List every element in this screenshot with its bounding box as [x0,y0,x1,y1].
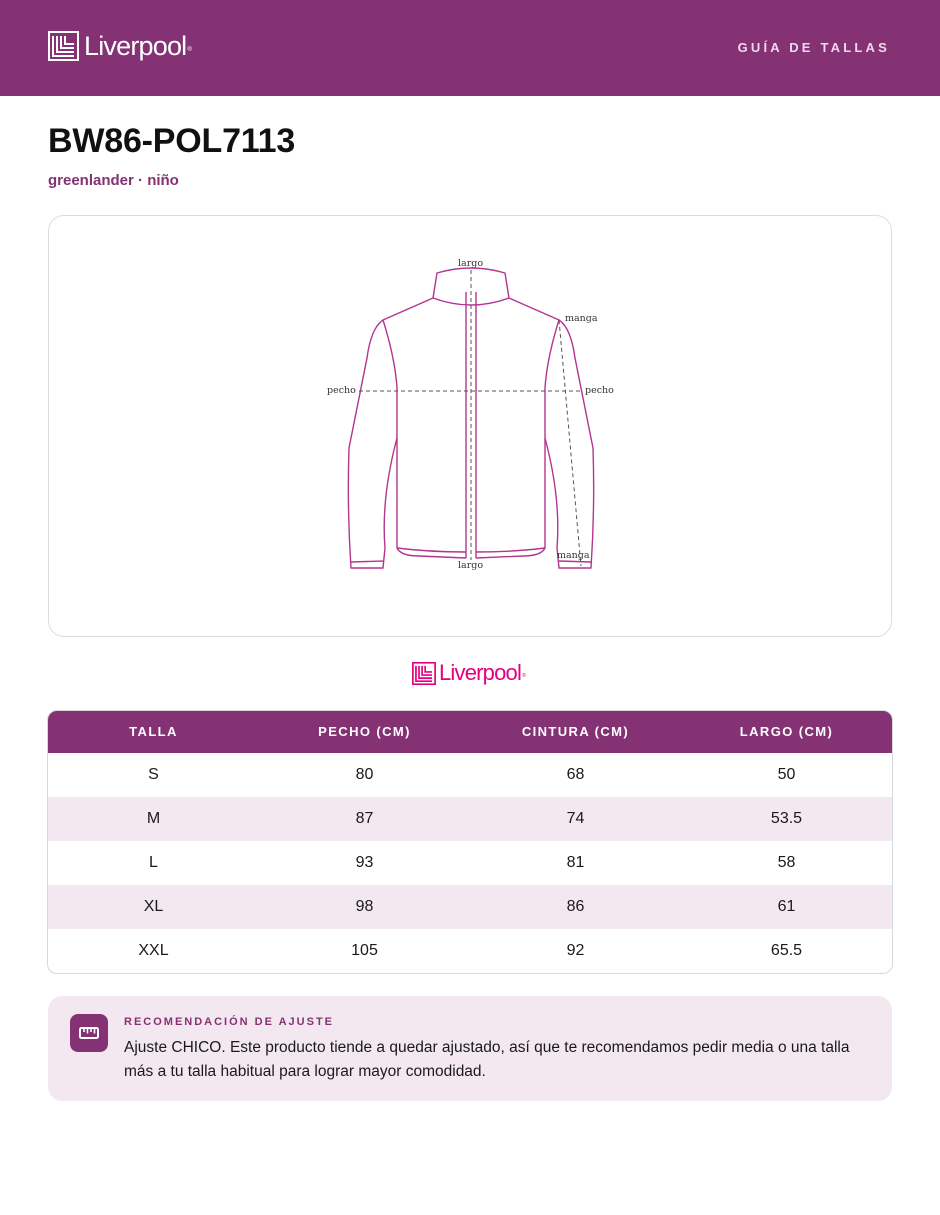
table-header-row [48,711,892,753]
brand-name: Liverpool [84,31,187,61]
secondary-brand-logo [412,659,526,687]
largo-cell: 53.5 [770,810,803,827]
fit-text: Ajuste CHICO. Este producto tiende a quedar ajustado, así que te recomendamos pedir media o una talla más a tu talla habitual para lograr mayor comodidad. [124,1039,850,1080]
pecho-right-label: pecho [585,385,614,396]
measure-lines [359,270,583,566]
pecho-left-label: pecho [327,385,356,396]
product-subtitle: greenlander · niño [48,172,179,189]
product-code: BW86-POL7113 [48,122,296,160]
secondary-registered-mark: ® [522,673,526,679]
largo-cell: 50 [777,766,796,783]
talla-cell: XL [143,898,164,915]
cintura-cell: 92 [566,942,585,959]
fit-title: RECOMENDACIÓN DE AJUSTE [124,1016,334,1028]
header-largo: LARGO (CM) [739,724,834,739]
header-cintura: CINTURA (CM) [521,724,630,739]
talla-cell: S [148,766,159,783]
pecho-cell: 80 [355,766,374,783]
talla-cell: XXL [138,942,169,959]
manga-top-label: manga [565,313,598,324]
pecho-cell: 93 [355,854,374,871]
registered-mark: ® [187,47,192,53]
largo-top-label: largo [458,258,484,269]
largo-bottom-label: largo [458,560,484,571]
header-pecho: PECHO (CM) [318,724,411,739]
liverpool-logo-icon [48,31,79,61]
brand-logo[interactable] [48,30,192,62]
secondary-brand-name: Liverpool [439,660,522,685]
ruler-icon [70,1014,108,1052]
table-row [48,797,892,841]
size-guide-label: GUÍA DE TALLAS [737,40,890,55]
size-table [47,710,893,974]
cintura-cell: 74 [566,810,585,827]
header-bar [0,0,940,96]
fit-recommendation-box [48,996,892,1101]
talla-cell: L [149,854,158,871]
liverpool-logo-icon [412,662,436,685]
cintura-cell: 68 [566,766,585,783]
largo-cell: 65.5 [770,942,803,959]
pecho-cell: 87 [355,810,374,827]
table-row [48,885,892,929]
measurement-diagram-card [48,215,892,637]
pecho-cell: 98 [355,898,374,915]
manga-bottom-label: manga [557,550,590,561]
table-row [48,841,892,885]
cintura-cell: 86 [566,898,585,915]
header-talla: TALLA [129,724,178,739]
cintura-cell: 81 [566,854,585,871]
pecho-cell: 105 [351,942,378,959]
jacket-diagram [319,248,619,593]
largo-cell: 61 [777,898,796,915]
talla-cell: M [146,810,161,827]
table-row [48,753,892,797]
table-row [48,929,892,973]
largo-cell: 58 [777,854,796,871]
